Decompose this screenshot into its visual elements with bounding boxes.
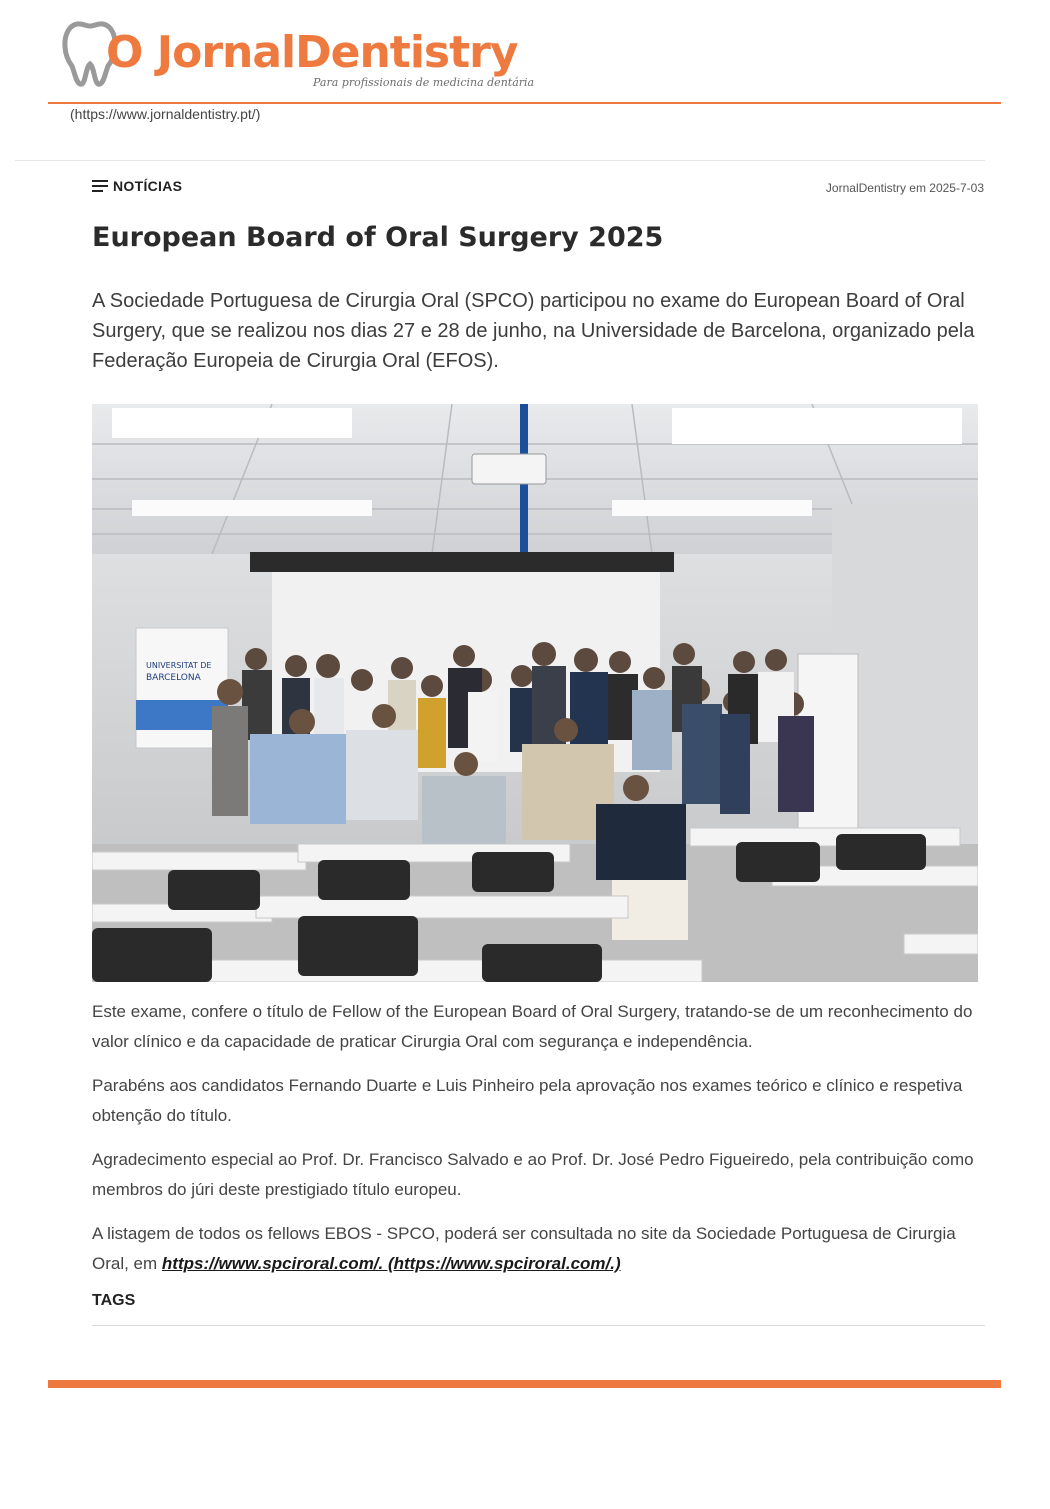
tags-divider bbox=[92, 1325, 985, 1326]
article-photo bbox=[92, 404, 978, 982]
banner-line-2: BARCELONA bbox=[146, 673, 201, 683]
content-divider bbox=[15, 160, 985, 161]
category-label: NOTÍCIAS bbox=[113, 178, 183, 194]
site-url-link[interactable]: (https://www.jornaldentistry.pt/) bbox=[70, 106, 261, 122]
banner-line-1: UNIVERSITAT DE bbox=[146, 661, 212, 670]
logo-text: O JornalDentistry bbox=[106, 27, 518, 78]
spciroral-link[interactable]: https://www.spciroral.com/. (https://www.spciroral.com/.) bbox=[161, 1254, 621, 1273]
menu-icon bbox=[92, 180, 108, 192]
logo-tagline: Para profissionais de medicina dentária bbox=[313, 76, 535, 89]
site-logo[interactable] bbox=[60, 18, 580, 90]
tags-label: TAGS bbox=[92, 1292, 136, 1309]
body-paragraph-1: Este exame, confere o título de Fellow of the European Board of Oral Surgery, tratando-se de um reconhecimento do valor clínico e da capacidade de praticar Cirurgia Oral com segurança e independência. bbox=[92, 1002, 973, 1051]
header-divider bbox=[48, 102, 1001, 104]
body-paragraph-3: Agradecimento especial ao Prof. Dr. Francisco Salvado e ao Prof. Dr. José Pedro Figueiredo, pela contribuição como membros do júri deste prestigiado título europeu. bbox=[92, 1150, 974, 1199]
body-paragraph-4-text: A listagem de todos os fellows EBOS - SPCO, poderá ser consultada no site da Sociedade Portuguesa de Cirurgia Oral, em bbox=[92, 1224, 956, 1273]
article-body bbox=[92, 997, 987, 1293]
body-paragraph-4 bbox=[92, 1219, 987, 1279]
article-lead: A Sociedade Portuguesa de Cirurgia Oral (SPCO) participou no exame do European Board of Oral Surgery, que se realizou nos dias 27 e 28 de junho, na Universidade de Barcelona, organizado pela Federação Europeia de Cirurgia Oral (EFOS). bbox=[92, 290, 975, 372]
article-meta: JornalDentistry em 2025-7-03 bbox=[825, 181, 984, 195]
article-title: European Board of Oral Surgery 2025 bbox=[92, 222, 664, 253]
footer-bar bbox=[48, 1380, 1001, 1388]
group-photo-illustration bbox=[92, 404, 978, 982]
body-paragraph-2: Parabéns aos candidatos Fernando Duarte e Luis Pinheiro pela aprovação nos exames teórico e clínico e respetiva obtenção do título. bbox=[92, 1076, 963, 1125]
category-link[interactable] bbox=[92, 178, 182, 194]
